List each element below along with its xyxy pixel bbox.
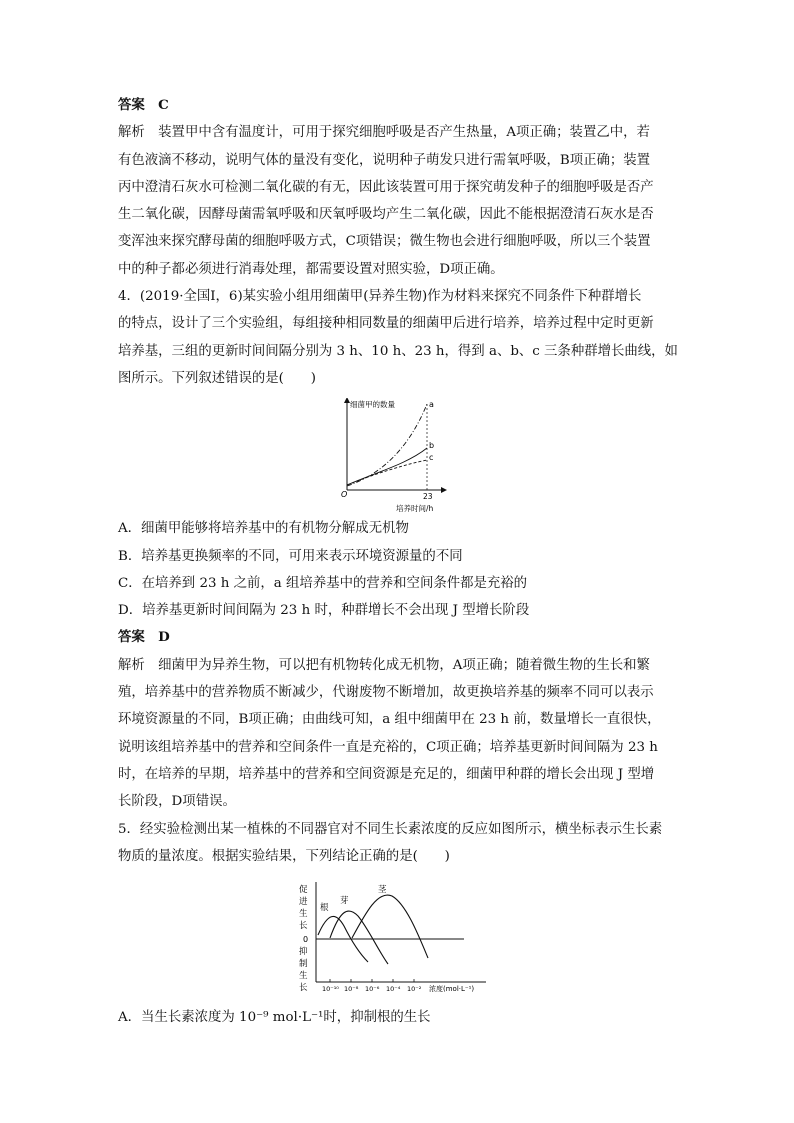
curve-stem — [352, 895, 428, 958]
origin-label: O — [341, 490, 348, 499]
y-bottom-char: 抑 — [299, 947, 308, 957]
population-growth-figure — [332, 398, 452, 516]
y-top-char: 促 — [299, 885, 308, 895]
explanation-line: 有色液滴不移动，说明气体的量没有变化，说明种子萌发只进行需氧呼吸，B项正确；装置 — [118, 152, 651, 168]
question-4-stem: 图所示。下列叙述错误的是( ) — [118, 370, 316, 386]
y-zero-label: 0 — [303, 935, 309, 944]
x-tick: 10⁻⁴ — [386, 985, 401, 993]
explanation-line: 变浑浊来探究酵母菌的细胞呼吸方式，C项错误；微生物也会进行细胞呼吸，所以三个装置 — [118, 234, 651, 250]
curve-b-label: b — [429, 441, 435, 450]
y-bottom-char: 制 — [299, 959, 308, 969]
explanation-line: 说明该组培养基中的营养和空间条件一直是充裕的，C项正确；培养基更新时间间隔为 23 h — [118, 739, 658, 755]
question-5-stem: 5．经实验检测出某一植株的不同器官对不同生长素浓度的反应如图所示，横坐标表示生长素 — [118, 821, 663, 837]
y-top-char: 长 — [299, 921, 308, 931]
option-a: A．细菌甲能够将培养基中的有机物分解成无机物 — [118, 521, 409, 537]
explanation-line: 解析 细菌甲为异养生物，可以把有机物转化成无机物，A项正确；随着微生物的生长和繁 — [118, 657, 650, 673]
question-5-stem: 物质的量浓度。根据实验结果，下列结论正确的是( ) — [118, 848, 450, 864]
x-axis-label: 浓度(mol·L⁻¹) — [429, 985, 475, 993]
explanation-line: 解析 装置甲中含有温度计，可用于探究细胞呼吸是否产生热量，A项正确；装置乙中，若 — [118, 125, 650, 141]
explanation-line: 中的种子都必须进行消毒处理，都需要设置对照实验，D项正确。 — [118, 261, 504, 277]
curve-bud — [330, 911, 388, 964]
explanation-line: 环境资源量的不同，B项正确；由曲线可知，a 组中细菌甲在 23 h 前，数量增长一直很快， — [118, 712, 661, 728]
explanation-line: 生二氧化碳，因酵母菌需氧呼吸和厌氧呼吸均产生二氧化碳，因此不能根据澄清石灰水是否 — [118, 207, 654, 223]
x-tick: 10⁻¹⁰ — [322, 985, 339, 993]
x-tick: 10⁻² — [407, 985, 422, 993]
option-b: B．培养基更换频率的不同，可用来表示环境资源量的不同 — [118, 548, 463, 564]
explanation-line: 时，在培养的早期，培养基中的营养和空间资源是充足的，细菌甲种群的增长会出现 J 型增 — [118, 766, 655, 782]
label-root: 根 — [320, 903, 329, 913]
explanation-line: 丙中澄清石灰水可检测二氧化碳的有无，因此该装置可用于探究萌发种子的细胞呼吸是否产 — [118, 179, 654, 195]
auxin-response-figure — [296, 880, 496, 996]
answer-label-q4: 答案 D — [118, 629, 170, 646]
curve-c-label: c — [429, 453, 434, 462]
question-4-stem: 的特点，设计了三个实验组，每组接种相同数量的细菌甲后进行培养，培养过程中定时更新 — [118, 316, 654, 332]
question-4-stem: 4．(2019·全国Ⅰ，6)某实验小组用细菌甲(异养生物)作为材料来探究不同条件下种群增长 — [118, 289, 642, 305]
y-top-char: 生 — [299, 909, 308, 919]
y-bottom-char: 生 — [299, 971, 308, 981]
explanation-line: 殖，培养基中的营养物质不断减少，代谢废物不断增加，故更换培养基的频率不同可以表示 — [118, 685, 654, 701]
answer-label-q3: 答案 C — [118, 97, 169, 113]
label-stem: 茎 — [378, 885, 387, 895]
y-top-char: 进 — [299, 897, 308, 907]
curve-a-label: a — [429, 400, 434, 409]
option-c: C．在培养到 23 h 之前，a 组培养基中的营养和空间条件都是充裕的 — [118, 575, 528, 591]
x-tick: 10⁻⁶ — [365, 985, 380, 993]
curve-a — [347, 404, 427, 486]
x-tick: 10⁻⁸ — [344, 985, 359, 993]
label-bud: 芽 — [340, 896, 349, 906]
option-d: D．培养基更新时间间隔为 23 h 时，种群增长不会出现 J 型增长阶段 — [118, 603, 530, 619]
x-axis-label: 培养时间/h — [396, 504, 434, 513]
y-axis-label: 细菌甲的数量 — [350, 400, 395, 409]
y-bottom-char: 长 — [299, 983, 308, 993]
q5-option-a: A．当生长素浓度为 10⁻⁹ mol·L⁻¹时，抑制根的生长 — [118, 1010, 431, 1026]
explanation-line: 长阶段，D项错误。 — [118, 794, 236, 810]
question-4-stem: 培养基，三组的更新时间间隔分别为 3 h、10 h、23 h，得到 a、b、c 三条种群增长曲线，如 — [118, 343, 678, 359]
x-tick-23: 23 — [423, 492, 433, 501]
curve-b — [347, 448, 427, 485]
